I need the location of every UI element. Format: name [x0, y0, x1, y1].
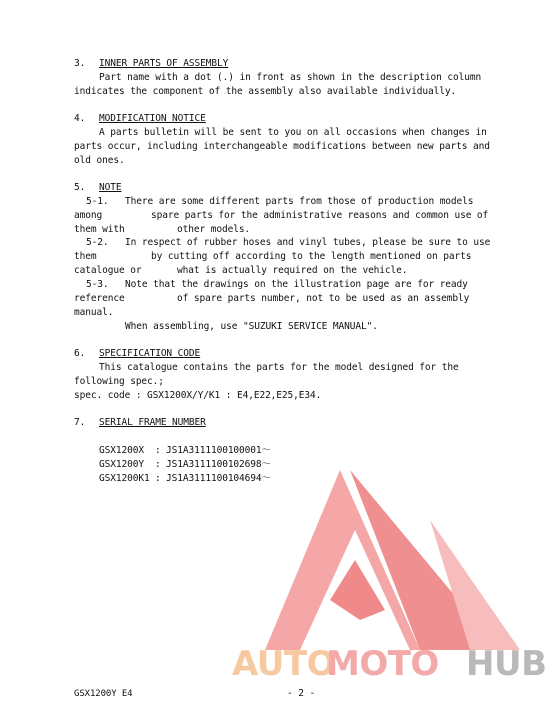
watermark-text-hub: HUB [466, 644, 547, 684]
note-5-1-text: spare parts for the administrative reasons and common use of [151, 210, 489, 221]
note-5-2-text: catalogue or [74, 265, 142, 276]
section-4-title: MODIFICATION NOTICE [99, 113, 206, 124]
watermark-text-moto: MOTO [326, 644, 439, 684]
serial-number: JS1A3111100102698～ [166, 459, 271, 470]
serial-model: GSX1200X [99, 445, 144, 456]
serial-model: GSX1200Y [99, 459, 144, 470]
note-5-1-text: among [74, 210, 103, 221]
section-3-line: indicates the component of the assembly also available individually. [74, 86, 457, 97]
section-6-line: following spec.; [74, 376, 164, 387]
note-5-2-text: what is actually required on the vehicle. [177, 265, 408, 276]
note-5-2-text: by cutting off according to the length mentioned on parts [151, 251, 472, 262]
section-6-number: 6. [74, 348, 86, 359]
section-7-title: SERIAL FRAME NUMBER [99, 417, 206, 428]
section-3-line: Part name with a dot (.) in front as shown in the description column [99, 72, 482, 83]
section-6-title: SPECIFICATION CODE [99, 348, 201, 359]
note-5-2-text: them [74, 251, 97, 262]
section-5-number: 5. [74, 182, 86, 193]
note-5-3-text: reference [74, 293, 125, 304]
note-5-2-label: 5-2. [86, 237, 109, 248]
section-5-title: NOTE [99, 182, 122, 193]
note-5-3-label: 5-3. [86, 279, 109, 290]
serial-separator: : [155, 473, 161, 484]
footer-model: GSX1200Y E4 [74, 689, 133, 699]
note-5-1-label: 5-1. [86, 196, 109, 207]
serial-separator: : [155, 445, 161, 456]
note-5-3-text: of spare parts number, not to be used as an assembly [177, 293, 470, 304]
note-5-2-text: In respect of rubber hoses and vinyl tubes, please be sure to use [125, 237, 491, 248]
serial-separator: : [155, 459, 161, 470]
note-5-3-text: manual. [74, 307, 114, 318]
watermark-text-auto: AUTO [232, 644, 335, 684]
serial-number: JS1A3111100104694～ [166, 473, 271, 484]
section-3-number: 3. [74, 58, 86, 69]
note-5-4-text: When assembling, use "SUZUKI SERVICE MANUAL". [125, 321, 378, 332]
section-4-number: 4. [74, 113, 86, 124]
footer-page-number: - 2 - [287, 688, 316, 699]
section-4-line: old ones. [74, 155, 125, 166]
note-5-1-text: other models. [177, 224, 251, 235]
section-4-line: A parts bulletin will be sent to you on all occasions when changes in [99, 127, 487, 138]
serial-number: JS1A3111100100001～ [166, 445, 271, 456]
section-3-title: INNER PARTS OF ASSEMBLY [99, 58, 229, 69]
serial-model: GSX1200K1 [99, 473, 150, 484]
section-4-line: parts occur, including interchangeable modifications between new parts and [74, 141, 490, 152]
note-5-1-text: There are some different parts from those of production models [125, 196, 474, 207]
note-5-1-text: them with [74, 224, 125, 235]
note-5-3-text: Note that the drawings on the illustration page are for ready [125, 279, 468, 290]
section-6-line: This catalogue contains the parts for the model designed for the [99, 362, 459, 373]
section-7-number: 7. [74, 417, 86, 428]
section-6-line: spec. code : GSX1200X/Y/K1 : E4,E22,E25,E34. [74, 390, 322, 401]
